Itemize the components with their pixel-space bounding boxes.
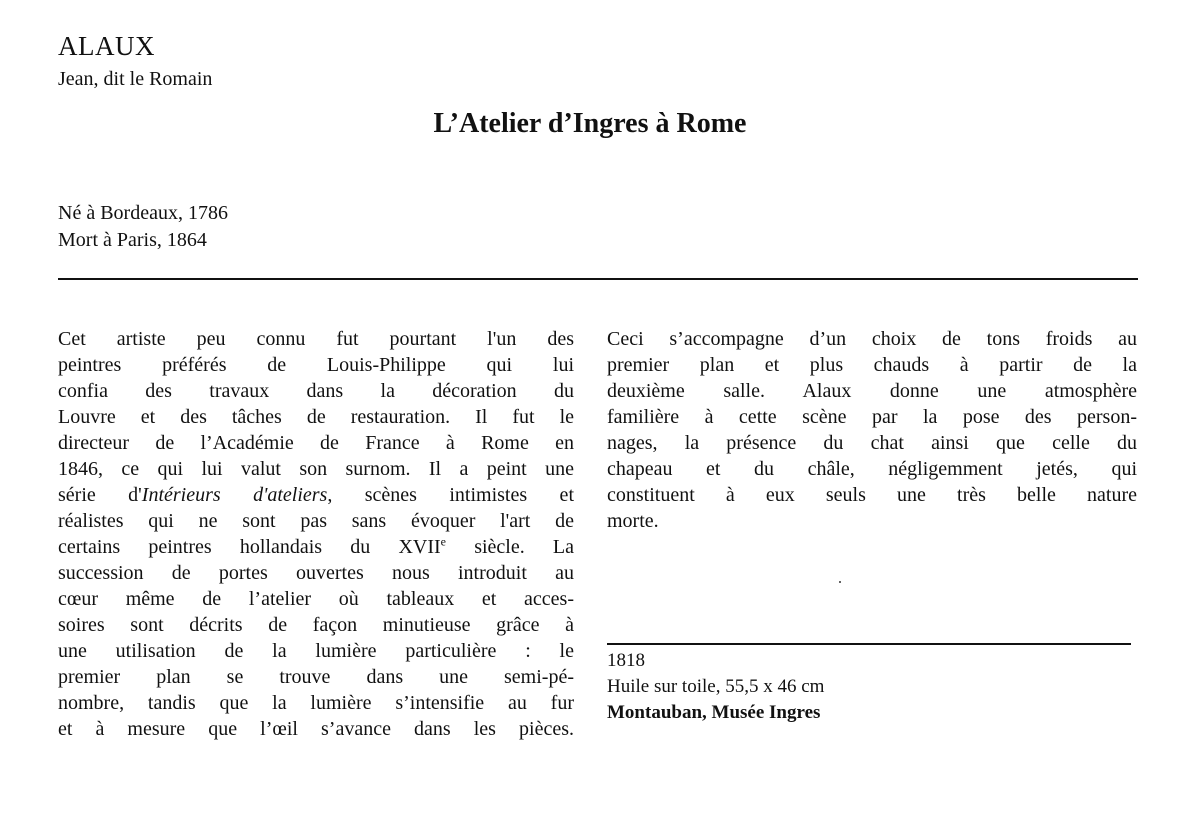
metadata-divider — [607, 643, 1131, 645]
artist-alias: Jean, dit le Romain — [58, 68, 213, 90]
text-line: deuxième salle. Alaux donne une atmosphère — [607, 380, 1137, 402]
artwork-title: L’Atelier d’Ingres à Rome — [433, 108, 747, 139]
text-line: soires sont décrits de façon minutieuse grâce à — [58, 614, 574, 636]
description-left-column — [58, 326, 574, 742]
artwork-year: 1818 — [607, 650, 645, 671]
text-line: 1846, ce qui lui valut son surnom. Il a peint une — [58, 458, 574, 480]
life-dates — [58, 200, 228, 254]
text-line: premier plan se trouve dans une semi-pé- — [58, 666, 574, 688]
text-line: réalistes qui ne sont pas sans évoquer l'art de — [58, 510, 574, 532]
artwork-metadata — [607, 648, 824, 726]
text-line: familière à cette scène par la pose des person- — [607, 406, 1137, 428]
text-line: nages, la présence du chat ainsi que celle du — [607, 432, 1137, 454]
birth-info: Né à Bordeaux, 1786 — [58, 202, 228, 224]
text-line: constituent à eux seuls une très belle nature — [607, 484, 1137, 506]
text-line: confia des travaux dans la décoration du — [58, 380, 574, 402]
text-line: cœur même de l’atelier où tableaux et acces- — [58, 588, 574, 610]
text-line: directeur de l’Académie de France à Rome en — [58, 432, 574, 454]
death-info: Mort à Paris, 1864 — [58, 229, 207, 251]
text-line: succession de portes ouvertes nous introduit au — [58, 562, 574, 584]
century-superscript: e — [440, 534, 446, 549]
artwork-medium: Huile sur toile, 55,5 x 46 cm — [607, 676, 825, 697]
text-fragment: certains peintres hollandais du XVII — [58, 536, 441, 558]
text-line: Cet artiste peu connu fut pourtant l'un des — [58, 328, 574, 350]
header-divider — [58, 278, 1138, 280]
text-line: une utilisation de la lumière particulière : le — [58, 640, 574, 662]
artwork-location: Montauban, Musée Ingres — [607, 702, 821, 723]
text-line: morte. — [607, 510, 659, 532]
text-line — [58, 534, 574, 560]
text-line: Ceci s’accompagne d’un choix de tons froids au — [607, 328, 1137, 350]
text-line: peintres préférés de Louis-Philippe qui lui — [58, 354, 574, 376]
italic-title: Intérieurs d'ateliers — [141, 484, 328, 506]
text-fragment: , scènes intimistes et — [327, 484, 574, 506]
text-line: et à mesure que l’œil s’avance dans les pièces. — [58, 718, 574, 740]
print-speck — [839, 581, 841, 583]
text-fragment: série d' — [58, 484, 142, 506]
text-fragment: siècle. La — [446, 536, 574, 558]
text-line: Louvre et des tâches de restauration. Il fut le — [58, 406, 574, 428]
artist-name: ALAUX — [58, 31, 155, 61]
text-line: nombre, tandis que la lumière s’intensifie au fur — [58, 692, 574, 714]
text-line: premier plan et plus chauds à partir de la — [607, 354, 1137, 376]
text-line: chapeau et du châle, négligemment jetés, qui — [607, 458, 1137, 480]
description-right-column — [607, 326, 1137, 534]
text-line — [58, 482, 574, 508]
